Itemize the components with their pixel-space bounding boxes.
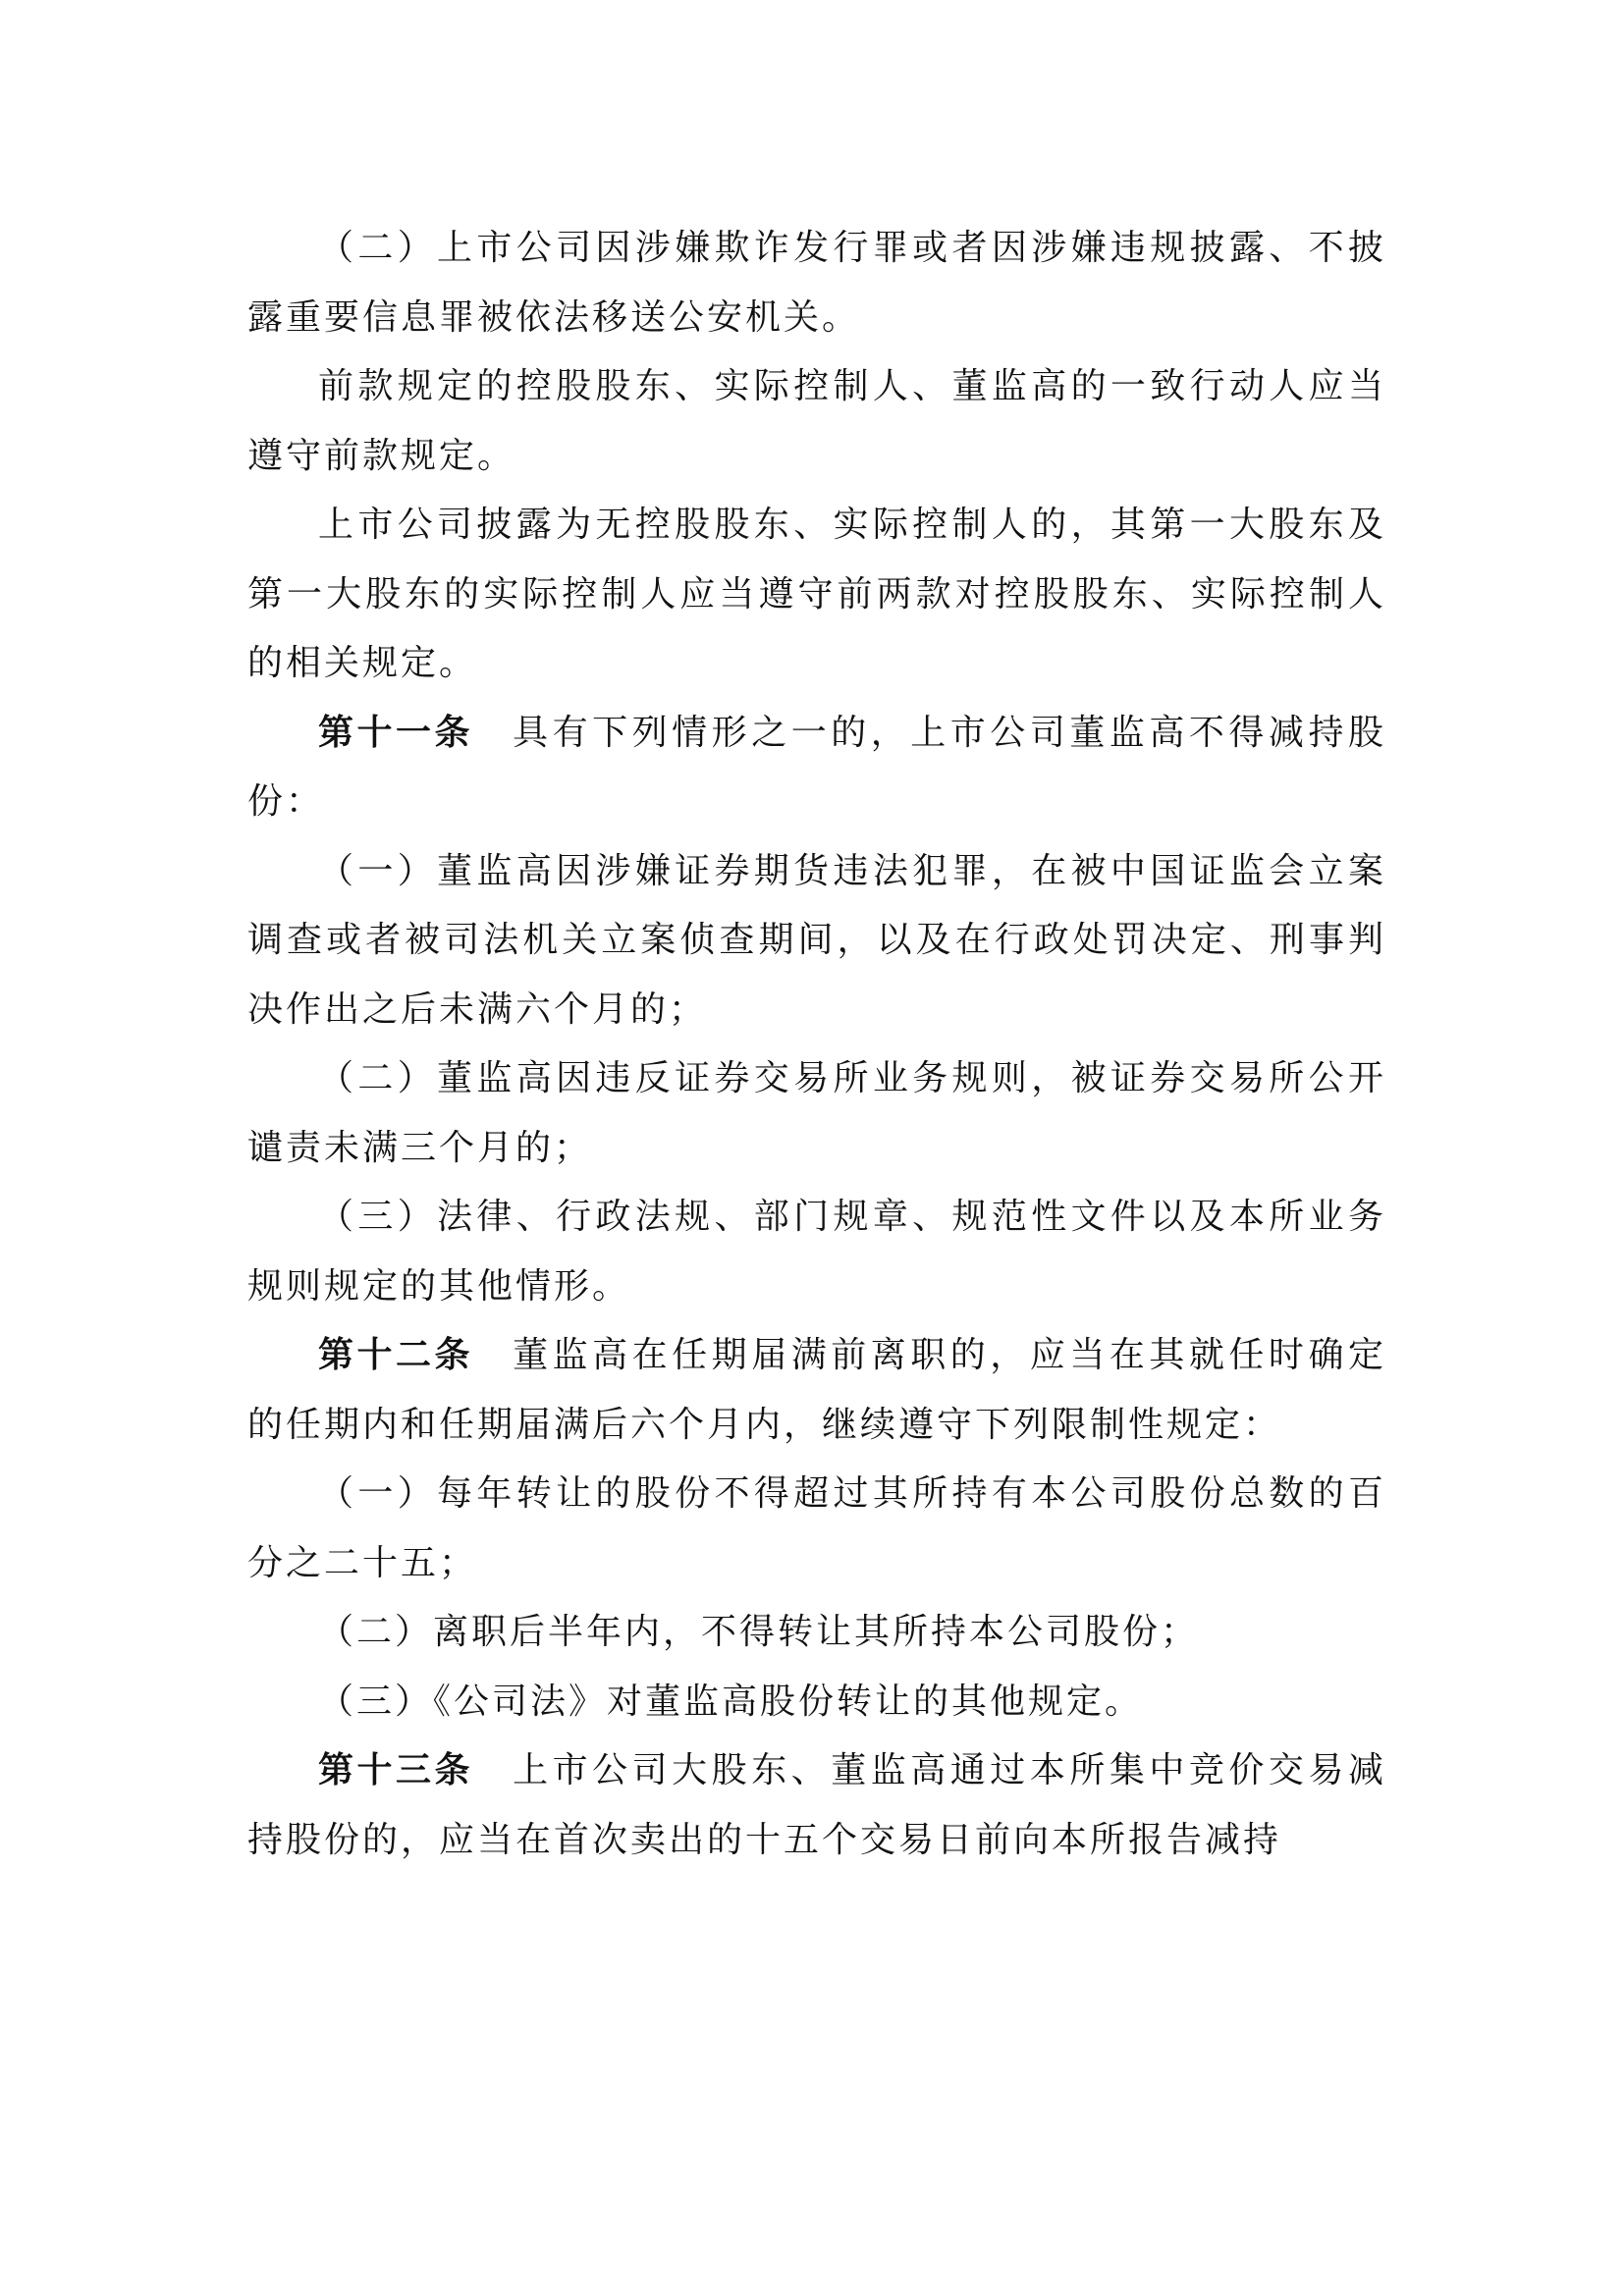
paragraph-text: （三）《公司法》对董监高股份转让的其他规定。 bbox=[318, 1681, 1144, 1722]
paragraph-text: 前款规定的控股股东、实际控制人、董监高的一致行动人应当遵守前款规定。 bbox=[247, 366, 1386, 476]
paragraph-text: 上市公司披露为无控股股东、实际控制人的，其第一大股东及第一大股东的实际控制人应当遵守前两款对控股股东、实际控制人的相关规定。 bbox=[247, 505, 1386, 683]
article-12-item-3 bbox=[247, 1668, 1386, 1737]
paragraph-text: （一）每年转让的股份不得超过其所持有本公司股份总数的百分之二十五； bbox=[247, 1473, 1386, 1583]
paragraph-text: 董监高在任期届满前离职的，应当在其就任时确定的任期内和任期届满后六个月内，继续遵守下列限制性规定： bbox=[247, 1335, 1386, 1445]
paragraph-text: 具有下列情形之一的，上市公司董监高不得减持股份： bbox=[247, 712, 1386, 822]
article-12-item-2 bbox=[247, 1598, 1386, 1668]
paragraph-concert-party bbox=[247, 352, 1386, 491]
paragraph-text: （一）董监高因涉嫌证券期货违法犯罪，在被中国证监会立案调查或者被司法机关立案侦查期间，以及在行政处罚决定、刑事判决作出之后未满六个月的； bbox=[247, 850, 1386, 1030]
article-12-item-1 bbox=[247, 1460, 1386, 1598]
paragraph-text: 上市公司大股东、董监高通过本所集中竞价交易减持股份的，应当在首次卖出的十五个交易日前向本所报告减持 bbox=[247, 1750, 1386, 1860]
paragraph-clause-2-fraud bbox=[247, 214, 1386, 352]
article-11-item-1 bbox=[247, 837, 1386, 1045]
paragraph-text: （二）离职后半年内，不得转让其所持本公司股份； bbox=[318, 1612, 1200, 1652]
article-11 bbox=[247, 699, 1386, 837]
article-label: 第十二条 bbox=[318, 1335, 474, 1375]
article-label: 第十一条 bbox=[318, 712, 474, 753]
paragraph-text: （三）法律、行政法规、部门规章、规范性文件以及本所业务规则规定的其他情形。 bbox=[247, 1197, 1386, 1307]
article-12 bbox=[247, 1321, 1386, 1460]
article-11-item-3 bbox=[247, 1183, 1386, 1321]
article-label: 第十三条 bbox=[318, 1750, 474, 1790]
paragraph-text: （二）董监高因违反证券交易所业务规则，被证券交易所公开谴责未满三个月的； bbox=[247, 1058, 1386, 1168]
article-11-item-2 bbox=[247, 1044, 1386, 1183]
paragraph-text: （二）上市公司因涉嫌欺诈发行罪或者因涉嫌违规披露、不披露重要信息罪被依法移送公安机关。 bbox=[247, 228, 1386, 338]
paragraph-no-controlling-shareholder bbox=[247, 491, 1386, 699]
article-13 bbox=[247, 1736, 1386, 1875]
document-body bbox=[247, 214, 1386, 1875]
